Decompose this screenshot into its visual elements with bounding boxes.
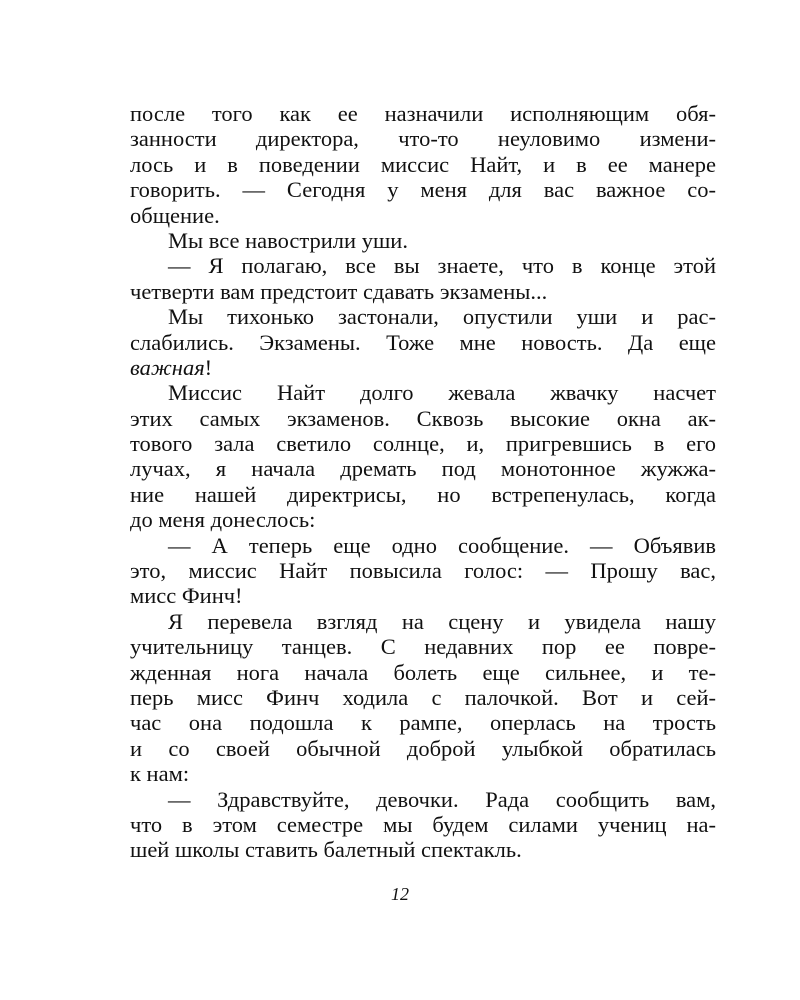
text-line: после того как ее назначили исполняющим обя- (130, 101, 716, 126)
text-line: лучах, я начала дремать под монотонное жужжа- (130, 456, 716, 482)
text-line: слабились. Экзамены. Тоже мне новость. Да еще (130, 329, 716, 355)
text-line: этих самых экзаменов. Сквозь высокие окна ак- (130, 405, 716, 431)
text-line: лось и в поведении миссис Найт, и в ее манере (130, 151, 716, 177)
text-line (130, 355, 716, 380)
text-line: мисс Финч! (130, 583, 243, 609)
text-line: ние нашей директрисы, но встрепенулась, когда (130, 481, 716, 507)
text-line: перь мисс Финч ходила с палочкой. Вот и сей- (130, 684, 716, 710)
text-line: до меня донеслось: (130, 507, 316, 533)
body-text (130, 101, 716, 863)
text-line: общение. (130, 202, 220, 228)
text-line: Мы тихонько застонали, опустили уши и рас- (168, 304, 716, 330)
italic-word: важная (130, 354, 205, 380)
text-line: это, миссис Найт повысила голос: — Прошу вас, (130, 558, 716, 584)
text-line: час она подошла к рампе, оперлась на трость (130, 710, 716, 736)
text-line: Я перевела взгляд на сцену и увидела нашу (168, 608, 716, 634)
text-line: что в этом семестре мы будем силами учениц на- (130, 811, 716, 837)
text-line: к нам: (130, 761, 190, 787)
text-line: Миссис Найт долго жевала жвачку насчет (168, 380, 716, 406)
text-line: и со своей обычной доброй улыбкой обратилась (130, 735, 716, 761)
text-line: — Здравствуйте, девочки. Рада сообщить вам, (168, 786, 716, 812)
text-line: четверти вам предстоит сдавать экзамены... (130, 278, 548, 304)
text-line: тового зала светило солнце, и, пригревшись в его (130, 431, 716, 457)
text-line: — Я полагаю, все вы знаете, что в конце этой (168, 253, 716, 279)
text-line: — А теперь еще одно сообщение. — Объявив (168, 532, 716, 558)
text-line: занности директора, что-то неуловимо измени- (130, 126, 716, 152)
page-number: 12 (391, 884, 409, 904)
text-line: Мы все навострили уши. (168, 227, 408, 253)
punctuation: ! (204, 354, 213, 380)
text-line: говорить. — Сегодня у меня для вас важное со- (130, 177, 716, 203)
text-line: жденная нога начала болеть еще сильнее, и те- (130, 659, 716, 685)
text-line: учительницу танцев. С недавних пор ее повре- (130, 634, 716, 660)
text-line: шей школы ставить балетный спектакль. (130, 837, 522, 863)
